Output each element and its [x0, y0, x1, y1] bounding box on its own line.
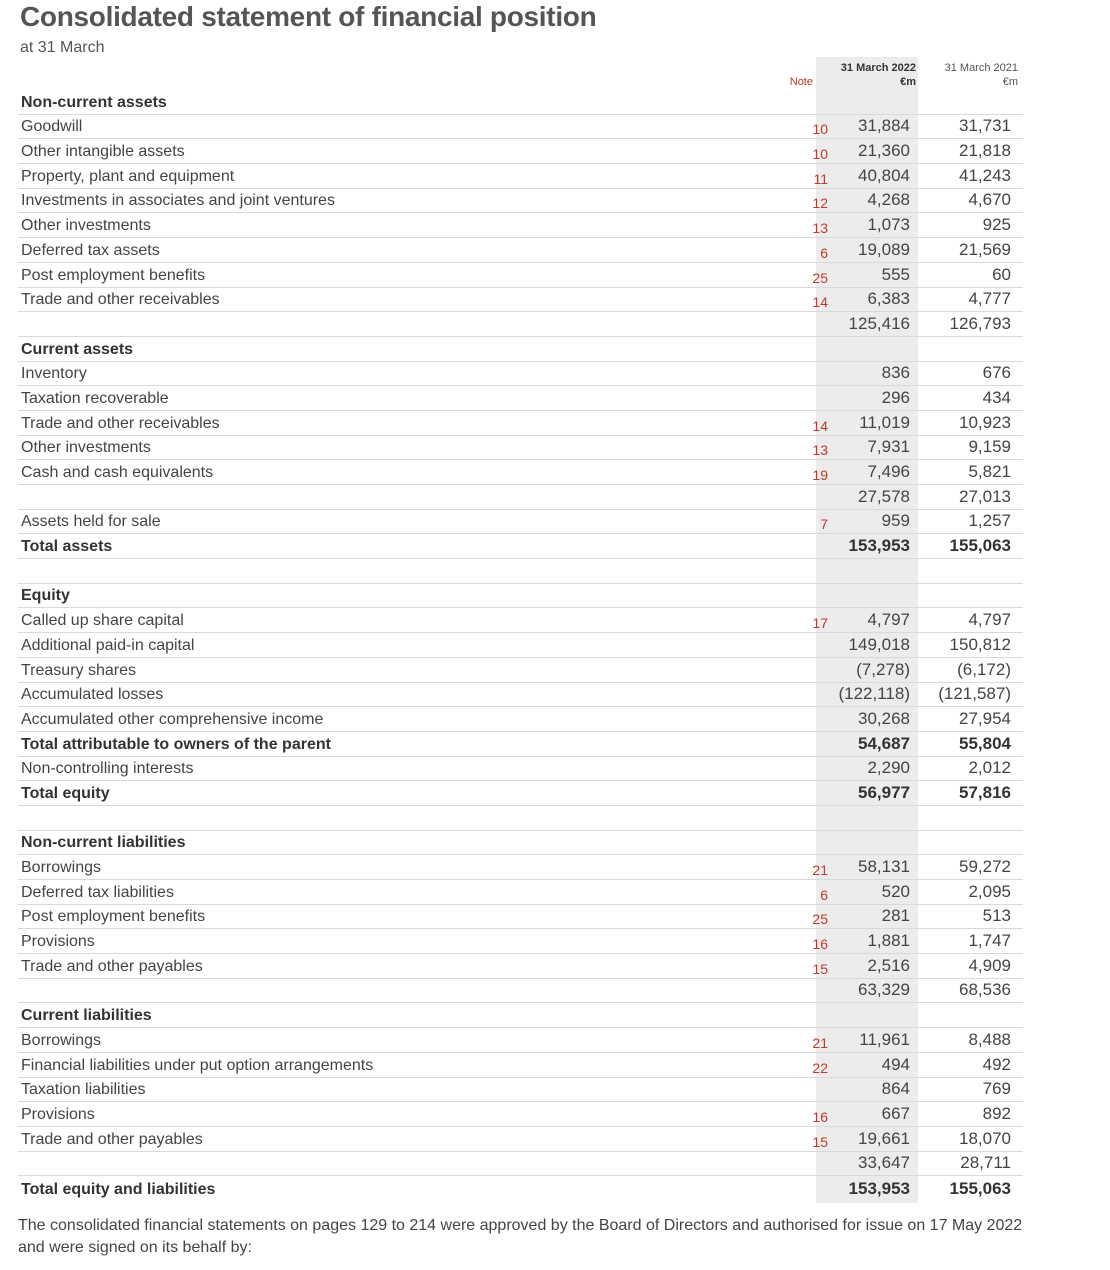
table-row — [18, 1053, 1023, 1078]
row-label: Total attributable to owners of the parent — [21, 735, 331, 753]
table-row — [18, 164, 1023, 189]
row-label: Provisions — [21, 1105, 95, 1123]
row-value-2021: 9,159 — [968, 437, 1011, 457]
row-value-2021: 492 — [982, 1054, 1011, 1074]
table-row — [18, 288, 1023, 313]
row-value-2021: 434 — [982, 387, 1011, 407]
row-label: Borrowings — [21, 1031, 102, 1049]
row-value-2021: 1,257 — [968, 511, 1011, 531]
row-label: Non-current liabilities — [21, 834, 186, 852]
row-note: 7 — [820, 516, 828, 533]
table-row — [18, 238, 1023, 263]
table-row — [18, 510, 1023, 535]
row-value-2022: 1,073 — [867, 215, 910, 235]
row-value-2022: 6,383 — [867, 289, 910, 309]
row-label: Trade and other receivables — [21, 414, 220, 432]
row-value-2021: 18,070 — [959, 1128, 1011, 1148]
row-label: Accumulated losses — [21, 686, 164, 704]
subtotal-row — [18, 1152, 1023, 1177]
row-value-2021: 27,013 — [959, 486, 1011, 506]
row-label: Deferred tax assets — [21, 241, 160, 259]
current-year-column-header — [816, 61, 916, 89]
table-row — [18, 189, 1023, 214]
row-value-2021: 4,777 — [968, 289, 1011, 309]
row-label: Non-controlling interests — [21, 760, 194, 778]
table-row — [18, 1176, 1023, 1201]
row-label: Trade and other receivables — [21, 291, 220, 309]
row-value-2021: 4,797 — [968, 610, 1011, 630]
row-note: 22 — [812, 1059, 828, 1076]
row-value-2022: 56,977 — [858, 782, 910, 802]
row-value-2021: 126,793 — [949, 313, 1011, 333]
row-note: 25 — [812, 911, 828, 928]
row-value-2021: 4,909 — [968, 955, 1011, 975]
row-label: Inventory — [21, 365, 87, 383]
row-value-2022: 296 — [881, 387, 910, 407]
prior-year-unit: €m — [1002, 76, 1018, 88]
table-row — [18, 880, 1023, 905]
row-label: Current assets — [21, 340, 134, 358]
row-value-2022: 7,931 — [867, 437, 910, 457]
row-value-2022: 11,961 — [859, 1029, 910, 1049]
row-label: Cash and cash equivalents — [21, 464, 214, 481]
row-value-2021: 5,821 — [968, 462, 1011, 481]
row-value-2021: 155,063 — [949, 536, 1011, 556]
row-value-2021: 41,243 — [959, 165, 1011, 185]
row-label: Treasury shares — [21, 661, 136, 679]
row-value-2021: 28,711 — [960, 1153, 1011, 1173]
row-value-2022: 153,953 — [848, 536, 910, 556]
table-row — [18, 929, 1023, 954]
page-title: Consolidated statement of financial position — [20, 1, 597, 32]
row-value-2022: 21,360 — [858, 141, 910, 161]
note-column-header: Note — [789, 76, 813, 88]
row-value-2021: 769 — [982, 1079, 1011, 1099]
row-value-2022: 30,268 — [858, 708, 910, 728]
row-value-2022: 40,804 — [858, 165, 910, 185]
row-note: 25 — [812, 269, 828, 286]
row-label: Provisions — [21, 933, 95, 951]
row-label: Financial liabilities under put option arrangements — [21, 1056, 374, 1074]
row-value-2022: 281 — [881, 906, 910, 926]
table-row — [18, 436, 1023, 461]
row-note: 6 — [820, 886, 828, 903]
row-value-2021: 10,923 — [959, 412, 1011, 432]
table-row — [18, 658, 1023, 683]
row-value-2022: 864 — [881, 1079, 910, 1099]
row-note: 13 — [812, 220, 828, 237]
row-value-2021: 925 — [982, 215, 1011, 235]
row-value-2022: 836 — [881, 363, 910, 383]
row-value-2022: 1,881 — [867, 931, 910, 951]
row-value-2022: (122,118) — [838, 684, 910, 704]
row-value-2021: 892 — [982, 1103, 1011, 1123]
row-value-2022: 63,329 — [858, 980, 910, 1000]
table-row — [18, 707, 1023, 732]
row-note: 16 — [812, 936, 828, 953]
table-row — [18, 362, 1023, 387]
row-value-2021: 2,095 — [968, 881, 1011, 901]
current-year-date: 31 March 2022 — [840, 62, 916, 74]
row-value-2022: 125,416 — [848, 313, 910, 333]
column-headers — [0, 60, 1110, 92]
row-value-2022: 7,496 — [867, 462, 910, 481]
table-row — [18, 1127, 1023, 1152]
row-value-2022: 520 — [881, 881, 910, 901]
row-label: Equity — [21, 587, 70, 605]
row-value-2022: 19,089 — [858, 239, 910, 259]
row-note: 15 — [812, 960, 828, 977]
subtotal-row — [18, 979, 1023, 1004]
row-value-2021: 27,954 — [959, 708, 1011, 728]
table-row — [18, 460, 1023, 485]
prior-year-column-header — [918, 61, 1018, 89]
row-label: Taxation recoverable — [21, 389, 169, 407]
row-label: Assets held for sale — [21, 513, 161, 531]
section-heading — [18, 584, 1023, 609]
prior-year-date: 31 March 2021 — [944, 62, 1018, 74]
row-label: Called up share capital — [21, 612, 184, 630]
table-row — [18, 213, 1023, 238]
row-value-2021: 60 — [992, 264, 1011, 284]
row-value-2022: 11,019 — [859, 412, 910, 432]
row-value-2021: 513 — [982, 906, 1011, 926]
row-value-2022: 149,018 — [848, 634, 910, 654]
table-row — [18, 1078, 1023, 1103]
row-label: Accumulated other comprehensive income — [21, 710, 324, 728]
row-value-2021: 2,012 — [968, 758, 1011, 778]
table-row — [18, 608, 1023, 633]
row-note: 21 — [812, 1034, 828, 1051]
row-label: Investments in associates and joint ventures — [21, 192, 335, 210]
row-label: Other investments — [21, 439, 151, 457]
row-note: 14 — [812, 417, 828, 434]
row-note: 17 — [812, 615, 828, 632]
table-row — [18, 954, 1023, 979]
row-label: Other intangible assets — [21, 143, 185, 161]
row-label: Borrowings — [21, 859, 102, 876]
row-label: Current liabilities — [21, 1007, 152, 1025]
table-row — [18, 1102, 1023, 1127]
row-value-2022: 153,953 — [848, 1178, 910, 1198]
table-row — [18, 781, 1023, 806]
approval-footnote: The consolidated financial statements on pages 129 to 214 were approved by the Board of Directors and authorised for issue on 17 May 2022 and were signed on its behalf by: — [18, 1217, 1023, 1256]
table-row — [18, 139, 1023, 164]
row-label: Taxation liabilities — [21, 1081, 146, 1099]
row-value-2022: 959 — [881, 511, 910, 531]
row-value-2022: 4,268 — [867, 190, 910, 210]
row-value-2021: 676 — [982, 363, 1011, 383]
row-value-2021: (6,172) — [957, 659, 1011, 679]
row-note: 12 — [812, 195, 828, 212]
row-value-2022: 667 — [881, 1103, 910, 1123]
section-heading — [18, 90, 1023, 115]
row-note: 6 — [820, 244, 828, 261]
row-note: 16 — [812, 1108, 828, 1125]
row-label: Deferred tax liabilities — [21, 883, 174, 901]
row-label: Goodwill — [21, 118, 83, 136]
table-row — [18, 534, 1023, 559]
row-value-2021: (121,587) — [938, 684, 1011, 704]
subtotal-row — [18, 312, 1023, 337]
row-note: 10 — [812, 121, 828, 138]
row-value-2021: 57,816 — [959, 782, 1011, 802]
row-value-2022: (7,278) — [856, 659, 910, 679]
row-value-2022: 31,884 — [858, 116, 910, 136]
table-row — [18, 905, 1023, 930]
table-row — [18, 732, 1023, 757]
row-label: Post employment benefits — [21, 908, 206, 926]
row-note: 21 — [812, 862, 828, 878]
table-row — [18, 263, 1023, 288]
row-value-2022: 27,578 — [858, 486, 910, 506]
row-value-2022: 19,661 — [858, 1128, 910, 1148]
section-heading — [18, 831, 1023, 856]
subtotal-row — [18, 485, 1023, 510]
row-value-2021: 21,818 — [959, 141, 1011, 161]
table-row — [18, 683, 1023, 708]
row-label: Property, plant and equipment — [21, 167, 235, 185]
page-subtitle: at 31 March — [20, 39, 105, 56]
row-label: Total equity — [21, 784, 110, 802]
row-value-2021: 31,731 — [959, 116, 1011, 136]
row-value-2022: 494 — [881, 1054, 910, 1074]
row-value-2021: 59,272 — [959, 857, 1011, 876]
financial-position-table — [18, 90, 1023, 1201]
row-value-2021: 150,812 — [949, 634, 1011, 654]
row-value-2022: 33,647 — [858, 1153, 910, 1173]
table-row — [18, 855, 1023, 880]
row-value-2022: 555 — [881, 264, 910, 284]
row-note: 19 — [812, 467, 828, 483]
row-label: Trade and other payables — [21, 1130, 203, 1148]
row-value-2021: 4,670 — [968, 190, 1011, 210]
table-row — [18, 115, 1023, 140]
row-value-2021: 55,804 — [959, 733, 1011, 753]
row-label: Additional paid-in capital — [21, 636, 195, 654]
row-label: Other investments — [21, 217, 151, 235]
section-heading — [18, 1003, 1023, 1028]
row-note: 15 — [812, 1133, 828, 1150]
row-note: 10 — [812, 146, 828, 163]
row-value-2021: 21,569 — [959, 239, 1011, 259]
row-label: Non-current assets — [21, 93, 167, 111]
table-row — [18, 411, 1023, 436]
row-value-2022: 4,797 — [867, 610, 910, 630]
row-label: Post employment benefits — [21, 266, 206, 284]
table-row — [18, 633, 1023, 658]
row-label: Trade and other payables — [21, 957, 203, 975]
row-note: 11 — [813, 170, 828, 187]
table-row — [18, 1028, 1023, 1053]
row-label: Total equity and liabilities — [21, 1180, 216, 1198]
row-label: Total assets — [21, 538, 113, 556]
current-year-unit: €m — [900, 76, 916, 88]
row-value-2021: 1,747 — [968, 931, 1011, 951]
row-value-2021: 155,063 — [949, 1178, 1011, 1198]
row-value-2021: 68,536 — [959, 980, 1011, 1000]
row-value-2022: 54,687 — [858, 733, 910, 753]
spacer-row — [18, 806, 1023, 831]
table-row — [18, 757, 1023, 782]
section-heading — [18, 337, 1023, 362]
spacer-row — [18, 559, 1023, 584]
row-value-2021: 8,488 — [968, 1029, 1011, 1049]
row-note: 14 — [812, 294, 828, 311]
row-value-2022: 58,131 — [858, 857, 910, 876]
row-value-2022: 2,290 — [867, 758, 910, 778]
row-value-2022: 2,516 — [867, 955, 910, 975]
table-row — [18, 386, 1023, 411]
row-note: 13 — [812, 442, 828, 459]
